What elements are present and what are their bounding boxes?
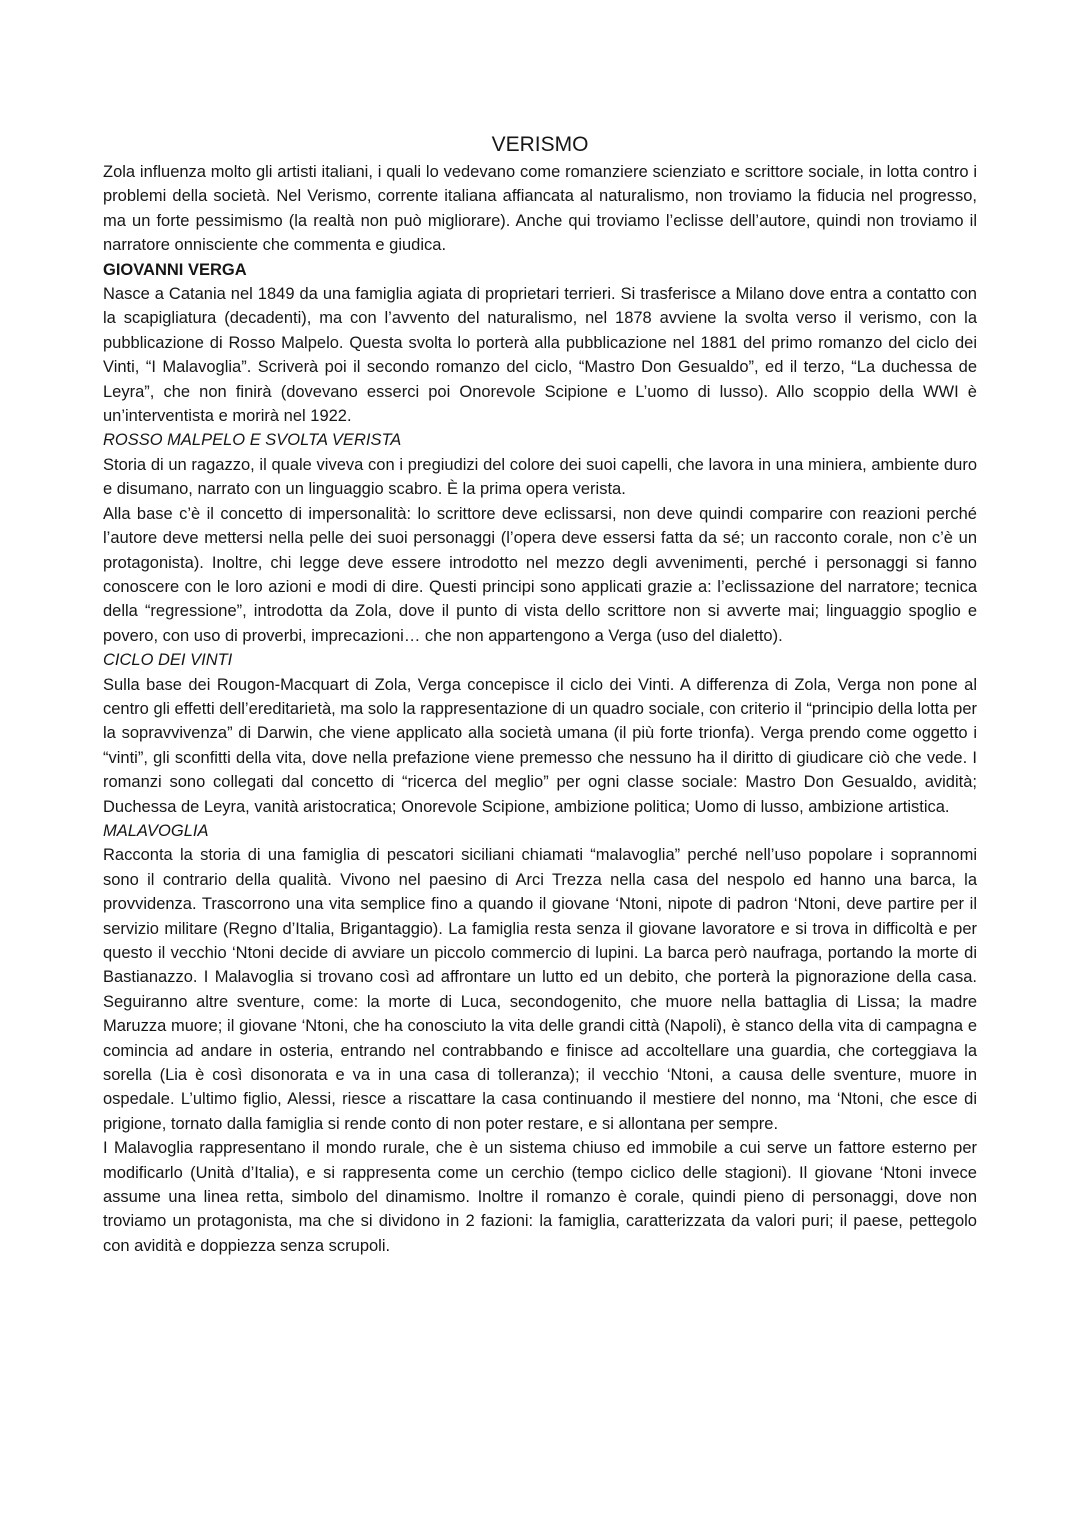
paragraph-rosso-malpelo-story: Storia di un ragazzo, il quale viveva con i pregiudizi del colore dei suoi capelli, che lavora in una miniera, ambiente duro e disumano, narrato con un linguaggio scabro. È la prima opera verista. — [103, 455, 977, 499]
paragraph-malavoglia-analysis: I Malavoglia rappresentano il mondo rurale, che è un sistema chiuso ed immobile a cui serve un fattore esterno per modificarlo (Unità d’Italia), e si rappresenta come un cerchio (tempo ciclico delle stagioni). Il giovane ‘Ntoni invece assume una linea retta, simbolo del dinamismo. Inoltre il romanzo è corale, quindi pieno di personaggi, dove non troviamo un protagonista, ma che si dividono in 2 fazioni: la famiglia, caratterizzata da valori puri; il paese, pettegolo con avidità e doppiezza senza scrupoli. — [103, 1139, 977, 1255]
section-heading-malavoglia: MALAVOGLIA — [103, 821, 209, 840]
paragraph-verga-bio: Nasce a Catania nel 1849 da una famiglia agiata di proprietari terrieri. Si trasferisce a Milano dove entra a contatto con la scapigliatura (decadenti), ma con l’avvento del naturalismo, nel 1878 avviene la svolta verso il verismo, con la pubblicazione di Rosso Malpelo. Questa svolta lo porterà alla pubblicazione nel 1881 del primo romanzo del ciclo dei Vinti, “I Malavoglia”. Scriverà poi il secondo romanzo del ciclo, “Mastro Don Gesualdo”, ed il terzo, “La duchessa de Leyra”, che non finirà (dovevano esserci poi Onorevole Scipione e L’uomo di lusso). Allo scoppio della WWI è un’interventista e morirà nel 1922. — [103, 285, 977, 426]
paragraph-malavoglia-plot: Racconta la storia di una famiglia di pescatori siciliani chiamati “malavoglia” perché nell’uso popolare i soprannomi sono il contrario della qualità. Vivono nel paesino di Arci Trezza nella casa del nespolo ed hanno una barca, la provvidenza. Trascorrono una vita semplice fino a quando il giovane ‘Ntoni, nipote di padron ‘Ntoni, deve partire per il servizio militare (Regno d’Italia, Brigantaggio). La famiglia resta senza il giovane lavoratore e si trova in difficoltà e per questo il vecchio ‘Ntoni decide di avviare un piccolo commercio di lupini. La barca però naufraga, portando la morte di Bastianazzo. I Malavoglia si trovano così ad affrontare un lutto ed un debito, che porterà la pignorazione della casa. Seguiranno altre sventure, come: la morte di Luca, secondogenito, che muore nella battaglia di Lissa; la madre Maruzza muore; il giovane ‘Ntoni, che ha conosciuto la vita delle grandi città (Napoli), è stanco della vita di campagna e comincia ad andare in osteria, entrando nel contrabbando e finisce ad accoltellare una guardia, che corteggiava la sorella (Lia è così disonorata e va in una casa di tolleranza); il vecchio ‘Ntoni, a causa delle sventure, muore in ospedale. L’ultimo figlio, Alessi, riesce a riscattare la casa continuando il mestiere del nonno, ma ‘Ntoni, che esce di prigione, tornato dalla famiglia si rende conto di non poter restare, e si allontana per sempre. — [103, 846, 977, 1133]
section-heading-ciclo-dei-vinti: CICLO DEI VINTI — [103, 651, 233, 670]
section-heading-rosso-malpelo: ROSSO MALPELO E SVOLTA VERISTA — [103, 431, 402, 450]
document-page — [103, 130, 977, 1258]
document-title: VERISMO — [491, 133, 589, 156]
paragraph-ciclo-dei-vinti: Sulla base dei Rougon-Macquart di Zola, Verga concepisce il ciclo dei Vinti. A differenza di Zola, Verga non pone al centro gli effetti dell’ereditarietà, ma solo la rappresentazione di un quadro sociale, con criterio il “principio della lotta per la sopravvivenza” di Darwin, che viene applicato alla società umana (il più forte trionfa). Verga prendo come oggetto i “vinti”, gli sconfitti della vita, dove nella prefazione viene premesso che nessuno ha il diritto di giudicare ciò che vede. I romanzi sono collegati dal concetto di “ricerca del meglio” per ogni classe sociale: Mastro Don Gesualdo, avidità; Duchessa de Leyra, vanità aristocratica; Onorevole Scipione, ambizione politica; Uomo di lusso, ambizione artistica. — [103, 675, 977, 816]
intro-paragraph: Zola influenza molto gli artisti italiani, i quali lo vedevano come romanziere scienziato e scrittore sociale, in lotta contro i problemi della società. Nel Verismo, corrente italiana affiancata al naturalismo, non troviamo la fiducia nel progresso, ma un forte pessimismo (la realtà non può migliorare). Anche qui troviamo l’eclisse dell’autore, quindi non troviamo il narratore onnisciente che commenta e giudica. — [103, 163, 977, 255]
section-heading-giovanni-verga: GIOVANNI VERGA — [103, 260, 247, 279]
paragraph-impersonalita: Alla base c’è il concetto di impersonalità: lo scrittore deve eclissarsi, non deve quindi comparire con reazioni perché l’autore deve mettersi nella pelle dei suoi personaggi (l’opera deve essersi fatta da sé; un racconto corale, non c’è un protagonista). Inoltre, chi legge deve essere introdotto nel mezzo degli avvenimenti, perché i personaggi si fanno conoscere con le loro azioni e modi di dire. Questi principi sono applicati grazie a: l’eclissazione del narratore; tecnica della “regressione”, introdotta da Zola, dove il punto di vista dello scrittore non si avverte mai; linguaggio spoglio e povero, con uso di proverbi, imprecazioni… che non appartengono a Verga (uso del dialetto). — [103, 504, 977, 645]
